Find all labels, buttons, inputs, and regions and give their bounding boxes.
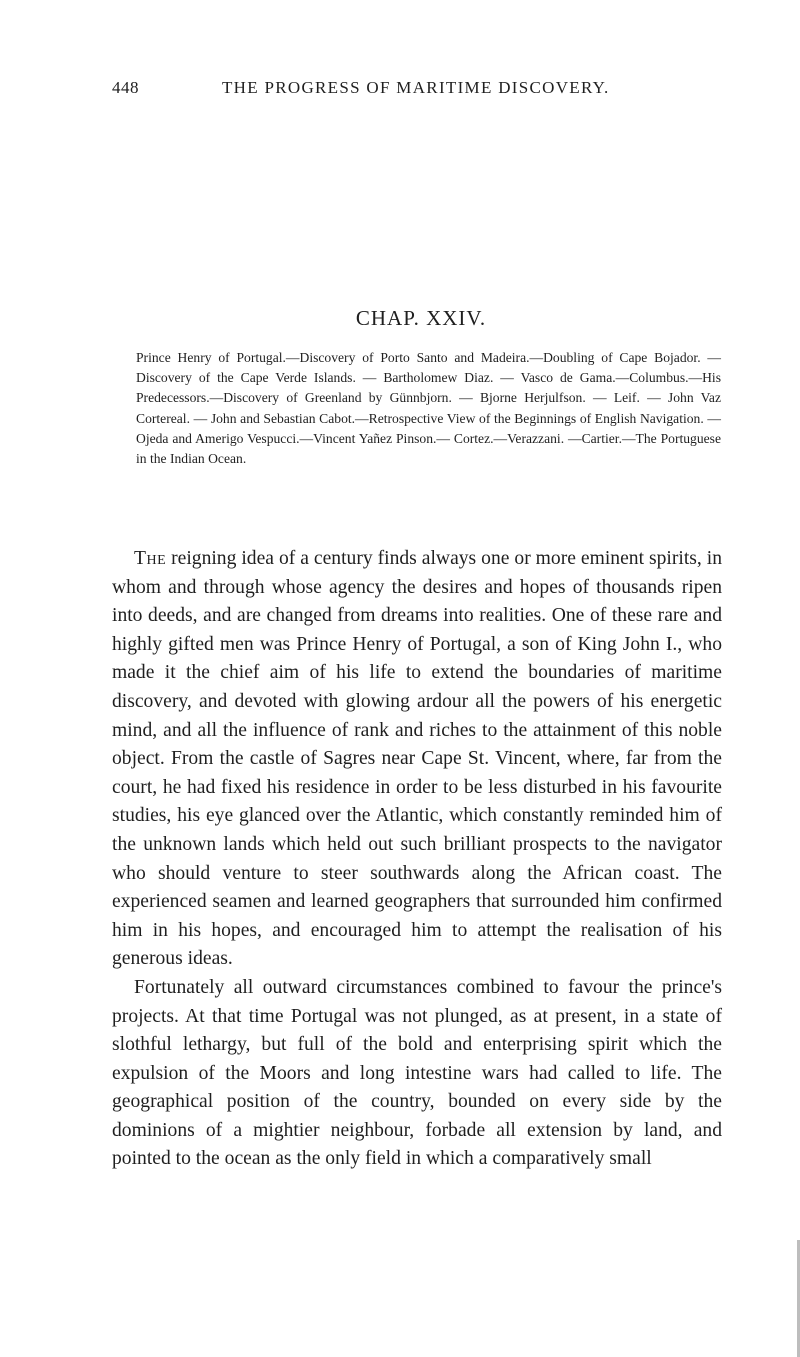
chapter-summary [136,348,721,469]
paragraph-1-text: reigning idea of a century finds always one or more eminent spirits, in whom and through whose agency the desires and hopes of thousands ripen into deeds, and are changed from dreams into realities. One of these rare and highly gifted men was Prince Henry of Portugal, a son of King John I., who made it the chief aim of his life to extend the boundaries of maritime discovery, and devoted with glowing ardour all the powers of his energetic mind, and all the influence of rank and riches to the attainment of this noble object. From the castle of Sagres near Cape St. Vincent, where, far from the court, he had fixed his residence in order to be less disturbed in his favourite studies, his eye glanced over the Atlantic, which constantly reminded him of the unknown lands which held out such brilliant prospects to the navigator who should venture to steer southwards along the African coast. The experienced seamen and learned geographers that surrounded him confirmed him in his hopes, and encouraged him to attempt the realisation of his generous ideas. [112,548,722,970]
running-head [112,78,695,102]
running-title: THE PROGRESS OF MARITIME DISCOVERY. [222,78,610,97]
page-number: 448 [112,78,139,97]
paragraph-2: Fortunately all outward circumstances combined to favour the prince's projects. At that time Portugal was not plunged, as at present, in a state of slothful lethargy, but full of the bold and enterprising spirit which the expulsion of the Moors and long intestine wars had called to life. The geographical position of the country, bounded on every side by the dominions of a mightier neighbour, forbade all extension by land, and pointed to the ocean as the only field in which a comparatively small [112,976,722,1170]
chapter-heading [0,306,800,331]
paragraph-1 [112,545,722,974]
paragraph-1-lead: The [134,548,167,569]
body-text [112,545,722,1174]
chapter-summary-text: Prince Henry of Portugal.—Discovery of Porto Santo and Madeira.—Doubling of Cape Bojador. — Discovery of the Cape Verde Islands. — Bartholomew Diaz. — Vasco de Gama.—Columbus.—His Predecessors.—Discovery of Greenland by Günnbjorn. — Bjorne Herjulfson. — Leif. — John Vaz Cortereal. — John and Sebastian Cabot.—Retrospective View of the Beginnings of English Navigation. — Ojeda and Amerigo Vespucci.—Vincent Yañez Pinson.— Cortez.—Verazzani. —Cartier.—The Portuguese in the Indian Ocean. [136,350,721,467]
chapter-number: CHAP. XXIV. [355,306,487,330]
